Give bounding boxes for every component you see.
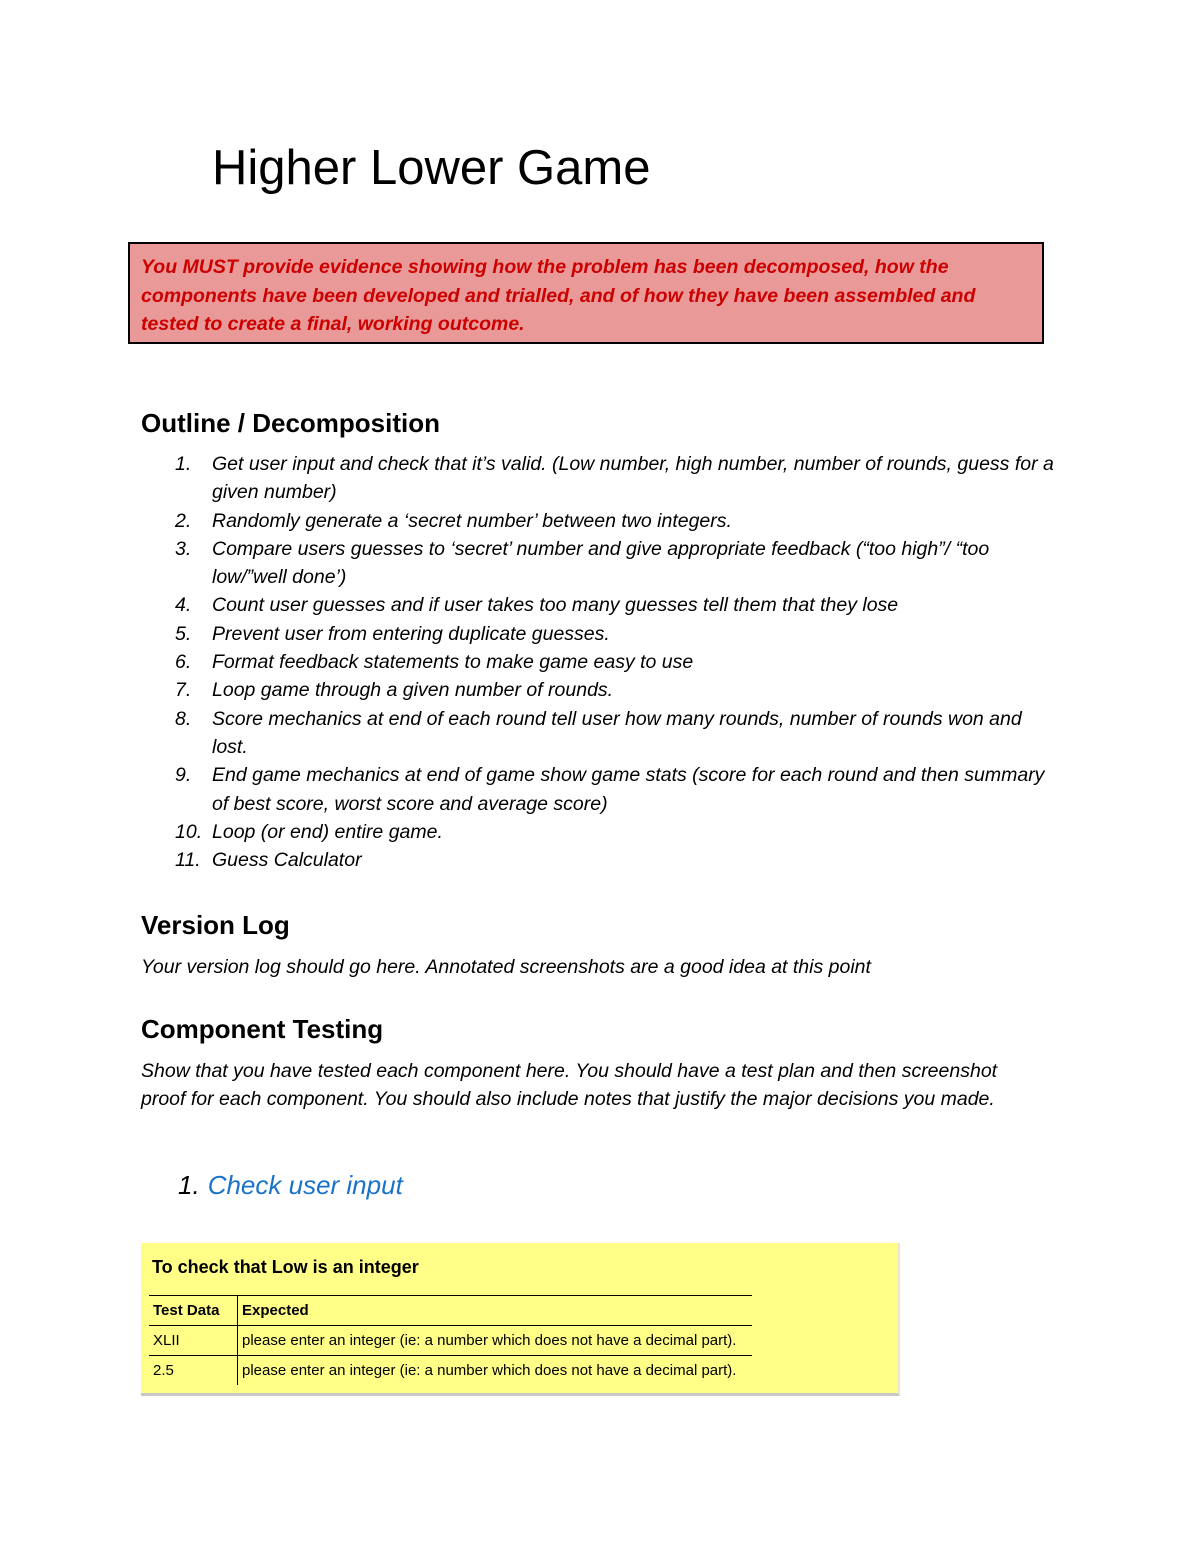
list-item: [141, 676, 1061, 704]
list-item-number: 8.: [175, 707, 192, 730]
component-testing-heading: Component Testing: [141, 1014, 384, 1044]
document-title: Higher Lower Game: [212, 141, 651, 195]
outline-list: [141, 450, 1061, 874]
outline-heading: Outline / Decomposition: [141, 408, 441, 438]
list-item-text: Get user input and check that it’s valid. (Low number, high number, number of rounds, guess for a given number): [212, 453, 1054, 504]
table-header-row: [149, 1296, 752, 1326]
list-item-number: 10.: [175, 820, 203, 843]
table-row: [149, 1326, 752, 1356]
subheading-number: 1.: [178, 1170, 200, 1200]
list-item: [141, 818, 1061, 846]
version-log-text: Your version log should go here. Annotated screenshots are a good idea at this point: [141, 956, 871, 978]
list-item-text: End game mechanics at end of game show game stats (score for each round and then summary of best score, worst score and average score): [212, 764, 1045, 815]
list-item: [141, 761, 1061, 818]
list-item-text: Loop game through a given number of rounds.: [212, 679, 614, 702]
list-item: [141, 591, 1061, 619]
list-item-text: Score mechanics at end of each round tell user how many rounds, number of rounds won and lost.: [212, 707, 1022, 758]
table-cell-expected: please enter an integer (ie: a number which does not have a decimal part).: [242, 1362, 737, 1379]
check-user-input-subheading: [178, 1170, 403, 1201]
list-item-text: Count user guesses and if user takes too many guesses tell them that they lose: [212, 594, 899, 617]
column-header-test-data: Test Data: [149, 1296, 238, 1326]
warning-text: You MUST provide evidence showing how the problem has been decomposed, how the components have been developed and trialled, and of how they have been assembled and tested to create a final, working outcome.: [141, 256, 976, 335]
list-item: [141, 648, 1061, 676]
list-item-text: Compare users guesses to ‘secret’ number and give appropriate feedback (“too high”/ “too low/”well done’): [212, 537, 990, 589]
version-log-heading: Version Log: [141, 910, 290, 940]
list-item-text: Randomly generate a ‘secret number’ between two integers.: [212, 509, 732, 532]
test-plan-table: [149, 1295, 752, 1385]
list-item-number: 3.: [175, 537, 192, 560]
component-testing-text: Show that you have tested each component here. You should have a test plan and then screenshot proof for each component. You should also include notes that justify the major decisions you made.: [141, 1060, 998, 1111]
list-item-number: 9.: [175, 764, 192, 787]
test-plan-screenshot: [141, 1243, 900, 1396]
list-item-text: Prevent user from entering duplicate guesses.: [212, 622, 610, 645]
test-plan-title: To check that Low is an integer: [152, 1257, 419, 1277]
list-item: [141, 705, 1061, 762]
check-user-input-link[interactable]: Check user input: [207, 1170, 403, 1200]
list-item: [141, 507, 1061, 535]
list-item-number: 4.: [175, 594, 192, 617]
list-item: [141, 535, 1061, 592]
table-row: [149, 1356, 752, 1386]
list-item: [141, 620, 1061, 648]
list-item-text: Format feedback statements to make game easy to use: [212, 651, 694, 674]
list-item-number: 5.: [175, 622, 192, 645]
list-item-number: 7.: [175, 679, 192, 702]
list-item-text: Loop (or end) entire game.: [212, 820, 443, 843]
table-cell-expected: please enter an integer (ie: a number which does not have a decimal part).: [238, 1326, 753, 1356]
column-header-expected: Expected: [238, 1296, 753, 1326]
warning-box: [128, 242, 1044, 344]
list-item-number: 1.: [175, 453, 192, 475]
list-item-text: Guess Calculator: [212, 849, 362, 872]
list-item-number: 11.: [175, 849, 201, 872]
table-cell-test-data: XLII: [149, 1326, 238, 1356]
list-item: [141, 846, 1061, 874]
table-cell-test-data: 2.5: [149, 1356, 238, 1386]
list-item: [141, 450, 1061, 507]
list-item-number: 2.: [175, 509, 192, 532]
list-item-number: 6.: [175, 651, 192, 674]
